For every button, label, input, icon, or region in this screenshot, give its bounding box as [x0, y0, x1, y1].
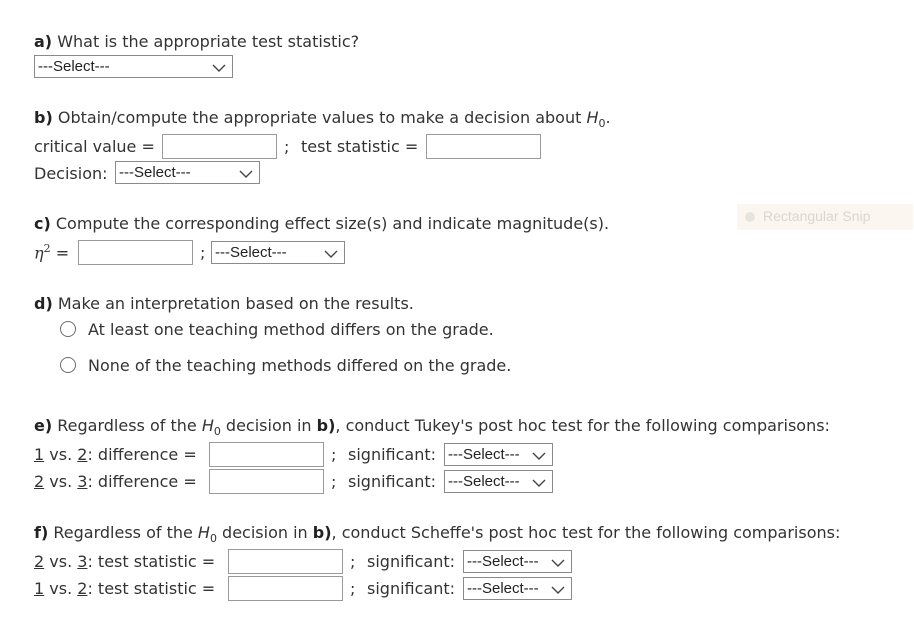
- decision-label: Decision:: [34, 164, 108, 183]
- chevron-down-icon: [532, 448, 546, 465]
- scheffe-significant-2-3-select[interactable]: ---Select---: [463, 550, 572, 573]
- eta-squared-label: $\eta^2$ =: [34, 242, 70, 263]
- scheffe-row-2-label: 1 vs. 2: test statistic =: [34, 579, 216, 598]
- significant-label: significant:: [348, 472, 437, 491]
- eta-squared-input[interactable]: [78, 240, 193, 265]
- test-statistic-label: test statistic =: [301, 137, 419, 156]
- question-c: c) Compute the corresponding effect size(s) and indicate magnitude(s).: [34, 214, 610, 233]
- option-1-label: At least one teaching method differs on the grade.: [88, 320, 494, 339]
- significant-label: significant:: [367, 552, 456, 571]
- semicolon: ;: [331, 445, 337, 464]
- chevron-down-icon: [551, 555, 565, 572]
- question-f: f) Regardless of the $H_0$ decision in b), conduct Scheffe's post hoc test for the following comparisons:: [34, 523, 841, 546]
- magnitude-select[interactable]: ---Select---: [211, 241, 345, 264]
- semicolon: ;: [350, 552, 356, 571]
- semicolon: ;: [284, 137, 290, 156]
- significant-label: significant:: [367, 579, 456, 598]
- chevron-down-icon: [551, 582, 565, 599]
- radio-option-1[interactable]: [60, 321, 76, 337]
- semicolon: ;: [200, 243, 206, 262]
- tukey-significant-2-3-select[interactable]: ---Select---: [444, 470, 553, 493]
- significant-label: significant:: [348, 445, 437, 464]
- chevron-down-icon: [324, 246, 338, 263]
- scheffe-statistic-2-3-input[interactable]: [228, 549, 343, 574]
- semicolon: ;: [350, 579, 356, 598]
- critical-value-label: critical value =: [34, 137, 155, 156]
- question-d: d) Make an interpretation based on the results.: [34, 294, 414, 313]
- tukey-significant-1-2-select[interactable]: ---Select---: [444, 443, 553, 466]
- chevron-down-icon: [212, 60, 226, 77]
- chevron-down-icon: [532, 475, 546, 492]
- question-b: b) Obtain/compute the appropriate values to make a decision about $H_0$.: [34, 108, 611, 131]
- scheffe-row-1-label: 2 vs. 3: test statistic =: [34, 552, 216, 571]
- tukey-difference-1-2-input[interactable]: [209, 442, 324, 467]
- semicolon: ;: [331, 472, 337, 491]
- scheffe-statistic-1-2-input[interactable]: [228, 576, 343, 601]
- option-2-label: None of the teaching methods differed on the grade.: [88, 356, 512, 375]
- critical-value-input[interactable]: [162, 134, 277, 159]
- scheffe-significant-1-2-select[interactable]: ---Select---: [463, 577, 572, 600]
- test-statistic-select[interactable]: ---Select---: [34, 55, 233, 78]
- question-a: a) What is the appropriate test statistic?: [34, 32, 360, 51]
- chevron-down-icon: [239, 166, 253, 183]
- test-statistic-input[interactable]: [426, 134, 541, 159]
- snip-dot-icon: [745, 212, 755, 222]
- rectangular-snip-overlay: Rectangular Snip: [737, 204, 913, 230]
- tukey-row-1-label: 1 vs. 2: difference =: [34, 445, 197, 464]
- tukey-row-2-label: 2 vs. 3: difference =: [34, 472, 197, 491]
- tukey-difference-2-3-input[interactable]: [209, 469, 324, 494]
- question-e: e) Regardless of the $H_0$ decision in b), conduct Tukey's post hoc test for the following comparisons:: [34, 416, 830, 439]
- decision-select[interactable]: ---Select---: [115, 161, 260, 184]
- radio-option-2[interactable]: [60, 357, 76, 373]
